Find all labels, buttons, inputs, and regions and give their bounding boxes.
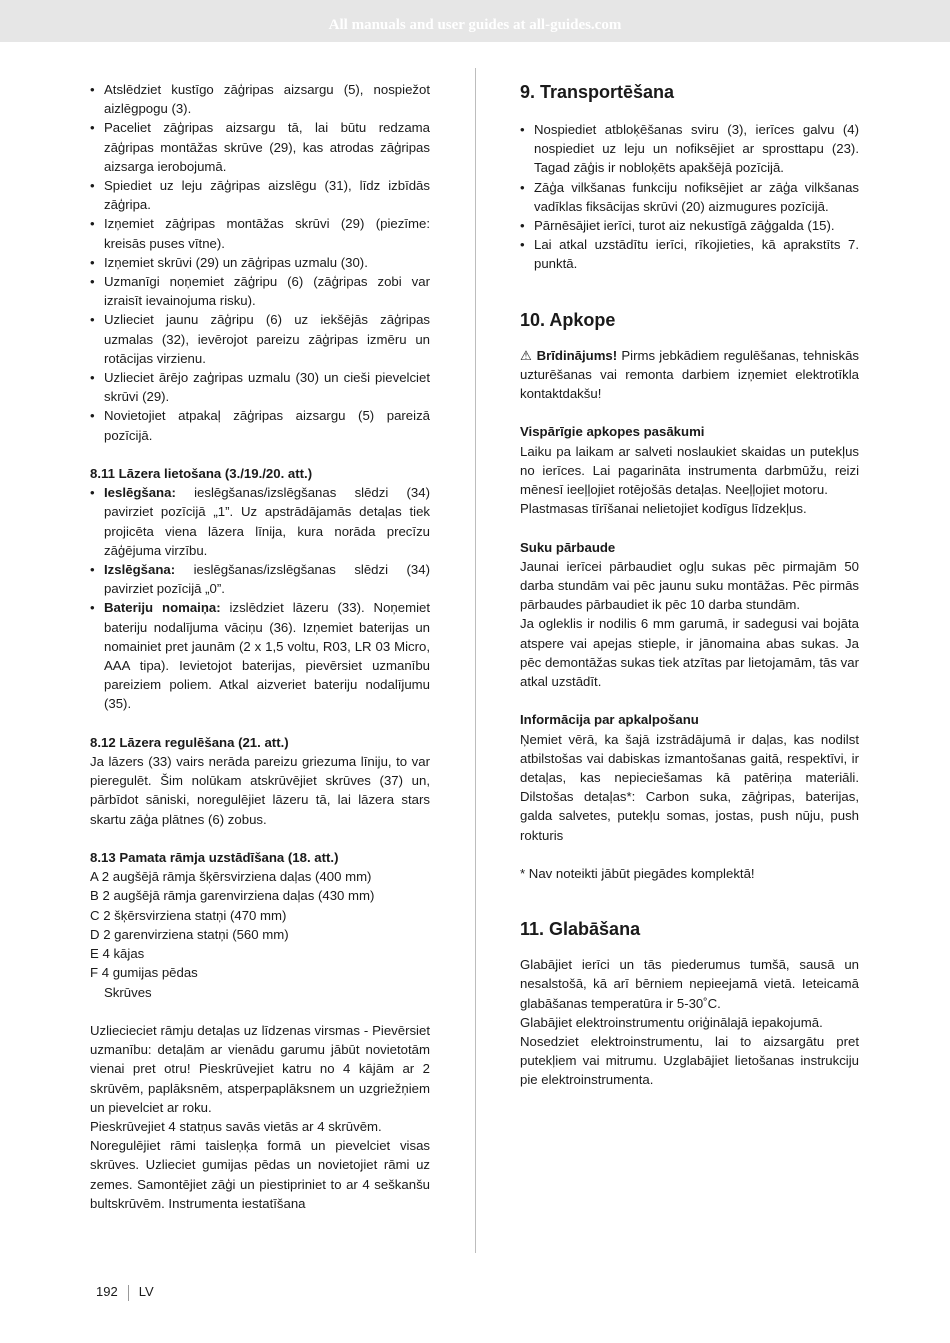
column-divider (475, 68, 476, 1253)
section-heading-8-12: 8.12 Lāzera regulēšana (21. att.) (90, 734, 289, 750)
left-column (90, 80, 430, 1213)
list-item: • Uzmanīgi noņemiet zāģripu (6) (zāģripas zobi var izraisīt ievainojuma risku). (90, 272, 430, 310)
section-heading-9: 9. Transportēšana (520, 82, 675, 102)
list-item: • Paceliet zāģripas aizsargu tā, lai būtu redzama zāģripas montāžas skrūve (29), kas atrodas zāģripas aizsarga ierobojumā. (90, 118, 430, 176)
paragraph: Glabājiet ierīci un tās piederumus tumšā, sausā un nesalstošā, kā arī bērniem nepieejamā vietā. Ieteicamā glabāšanas temperatūra ir 5-30˚C. (520, 957, 859, 1011)
list-item (90, 598, 430, 713)
laser-usage-list (90, 483, 430, 713)
banner-text: All manuals and user guides at all-guides.com (328, 17, 622, 33)
section-heading-11: 11. Glabāšana (520, 919, 641, 940)
list-item: • Izņemiet skrūvi (29) un zāģripas uzmalu (30). (90, 253, 430, 272)
parts-list-item: E 4 kājas (90, 946, 145, 962)
parts-list-item: D 2 garenvirziena statņi (560 mm) (90, 926, 289, 942)
list-item: • Nospiediet atbloķēšanas sviru (3), ierīces galvu (4) nospiediet uz leju un nofiksējiet ar sprosttapu (23). Tagad zāģis ir nobloķēts apakšējā pozīcijā. (520, 120, 859, 178)
list-item (90, 483, 430, 560)
list-item: • Pārnēsājiet ierīci, turot aiz nekustīgā zāģgalda (15). (520, 216, 859, 235)
paragraph: Ja ogleklis ir nodilis 6 mm garumā, ir sadegusi vai bojāta atspere vai apejas stieple, ir jānomaina abas sukas. Ja pēc demontāžas sukas tiek atzītas par lietojamām, tās var atkal uzstādīt. (520, 616, 859, 690)
parts-list-item: F 4 gumijas pēdas (90, 965, 198, 981)
paragraph: Jaunai ierīcei pārbaudiet ogļu sukas pēc pirmajām 50 darba stundām vai pēc jaunu suku montāžas. Pēc pirmās pārbaudes pārbaudiet ik pēc 10 darba stundām. (520, 558, 859, 613)
paragraph: Ņemiet vērā, ka šajā izstrādājumā ir daļas, kas nodilst atbilstošas vai dabiskas izmantošanas gaitā, respektīvi, ir detaļas, kas nepieciešamas kā patēriņa materiāli. Dilstošas detaļas*: Carbon suka, zāģripas, baterijas, galda salvetes, putekļu somas, jostas, push nūju, push rokturis (520, 731, 859, 843)
paragraph: Laiku pa laikam ar salveti noslaukiet skaidas un putekļus no ierīces. Lai pagarināta instrumenta darbmūžu, reizi mēnesī ieeļļojiet rotējošās detaļas. Neeļļojiet motoru. (520, 443, 859, 498)
item-label: Ieslēgšana: (104, 485, 176, 501)
item-label: Bateriju nomaiņa: (104, 600, 221, 616)
paragraph: Glabājiet elektroinstrumentu oriģinālajā iepakojumā. (520, 1014, 823, 1030)
warning-label: Brīdinājums! (536, 347, 618, 363)
section-heading-8-13: 8.13 Pamata rāmja uzstādīšana (18. att.) (90, 850, 339, 866)
warning-text: Pirms jebkādiem regulēšanas, tehniskās uzturēšanas vai remonta darbiem izņemiet elektrotīkla kontaktdakšu! (520, 347, 859, 402)
parts-list-item: C 2 šķērsvirziena statņi (470 mm) (90, 907, 287, 923)
warning-paragraph (520, 346, 859, 404)
right-column (520, 80, 859, 1090)
list-item: • Zāģa vilkšanas funkciju nofiksējiet ar zāģa vilkšanas vadīklas fiksācijas skrūvi (20) aizmugures pozīcijā. (520, 178, 859, 216)
parts-list-item: Skrūves (104, 984, 152, 1000)
paragraph: Uzliecieciet rāmju detaļas uz līdzenas virsmas - Pievērsiet uzmanību: detaļām ar vienādu garumu jābūt novietotām vienai pret otru! Pieskrūvejiet katru no 4 kājām ar 2 skrūvēm, paplāksnēm, atsperpaplāksnem un uzgriežņiem un pievelciet ar roku. (90, 1022, 430, 1115)
paragraph: Noregulējiet rāmi taisleņķa formā un pievelciet visas skrūves. Uzlieciet gumijas pēdas un novietojiet rāmi uz zemes. Samontējiet zāģi un piestipriniet to ar 4 seškanšu bultskrūvēm. Instrumenta iestatīšana (90, 1138, 430, 1211)
paragraph: Nosedziet elektroinstrumentu, lai to aizsargātu pret putekļiem vai mitrumu. Uzglabājiet lietošanas instrukciju pie elektroinstrumenta. (520, 1034, 859, 1088)
item-text: ieslēgšanas/izslēgšanas slēdzi (34) pavirziet pozīcijā „1”. Uz apstrādājamās detaļas tiek projicēta viena lāzera līnija, kura norāda precīzu zāģējuma virzību. (104, 485, 430, 558)
paragraph: Pieskrūvejiet 4 statņus savās vietās ar 4 skrūvēm. (90, 1118, 382, 1134)
item-text: ieslēgšanas/izslēgšanas slēdzi (34) pavirziet pozīcijā „0”. (104, 562, 430, 597)
list-item: • Novietojiet atpakaļ zāģripas aizsargu (5) pareizā pozīcijā. (90, 406, 430, 444)
list-item: • Lai atkal uzstādītu ierīci, rīkojieties, kā aprakstīts 7. punktā. (520, 235, 859, 273)
subheading-general-maintenance: Vispārīgie apkopes pasākumi (520, 424, 705, 440)
subheading-service-info: Informācija par apkalpošanu (520, 712, 699, 728)
list-item: • Izņemiet zāģripas montāžas skrūvi (29) (piezīme: kreisās puses vītne). (90, 214, 430, 252)
item-label: Izslēgšana: (104, 562, 176, 578)
language-code: LV (138, 1284, 154, 1299)
page-number: 192 (96, 1284, 118, 1299)
top-banner (0, 0, 950, 42)
section-heading-10: 10. Apkope (520, 309, 616, 330)
footnote: * Nav noteikti jābūt piegādes komplektā! (520, 866, 755, 882)
paragraph: Ja lāzers (33) vairs nerāda pareizu griezuma līniju, to var pieregulēt. Šim nolūkam atskrūvējiet skrūves (37) un, pārbīdot sāniski, noregulējiet lāzeru tā, lai lāzera stars skartu zāģa plātnes (6) zobus. (90, 754, 430, 827)
paragraph: Plastmasas tīrīšanai nelietojiet kodīgus līdzekļus. (520, 501, 807, 517)
page-footer (96, 1284, 154, 1301)
list-item (90, 560, 430, 598)
warning-icon: ⚠ (520, 347, 533, 363)
list-item: • Uzlieciet jaunu zāģripu (6) uz iekšējās zāģripas uzmalas (32), ievērojot pareizu zāģripas izmēru un rotācijas virzienu. (90, 310, 430, 368)
transport-list (520, 120, 859, 274)
parts-list-item: A 2 augšējā rāmja šķērsvirziena daļas (400 mm) (90, 869, 372, 885)
list-item: • Atslēdziet kustīgo zāģripas aizsargu (5), nospiežot aizlēgpogu (3). (90, 80, 430, 118)
item-text: izslēdziet lāzeru (33). Noņemiet bateriju nodalījuma vāciņu (36). Izņemiet baterijas un nomainiet pret jaunām (2 x 1,5 voltu, R03, LR 03 Micro, AAA tipa). Ievietojot baterijas, pievērsiet uzmanību pareiziem poliem. Atkal aizveriet bateriju nodalījumu (35). (104, 600, 430, 712)
list-item: • Uzlieciet ārējo zaģripas uzmalu (30) un cieši pievelciet skrūvi (29). (90, 368, 430, 406)
parts-list-item: B 2 augšējā rāmja garenvirziena daļas (430 mm) (90, 888, 375, 904)
list-item: • Spiediet uz leju zāģripas aizslēgu (31), līdz izbīdās zāģripa. (90, 176, 430, 214)
section-heading-8-11: 8.11 Lāzera lietošana (3./19./20. att.) (90, 466, 313, 482)
footer-separator (128, 1285, 129, 1301)
blade-change-steps (90, 80, 430, 445)
subheading-brush-check: Suku pārbaude (520, 539, 616, 555)
